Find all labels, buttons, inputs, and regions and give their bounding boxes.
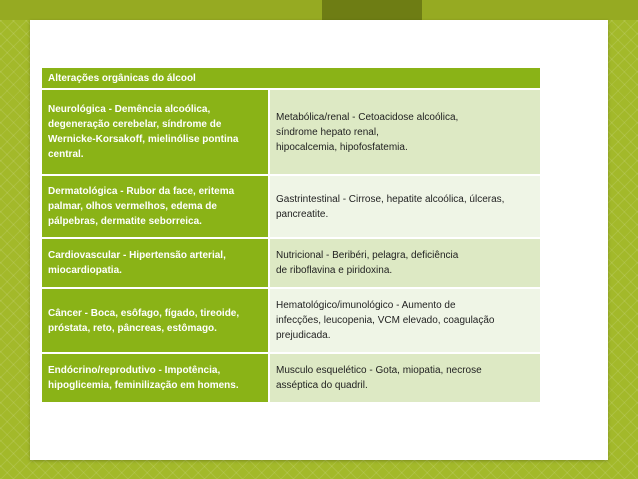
cell-line: Metabólica/renal - Cetoacidose alcoólica, bbox=[276, 111, 459, 123]
category-cell bbox=[42, 354, 270, 404]
cell-line: Endócrino/reprodutivo - Impotência, bbox=[48, 365, 221, 376]
category-cell bbox=[270, 289, 540, 354]
category-cell bbox=[270, 354, 540, 404]
top-accent-block bbox=[322, 0, 422, 20]
cell-line: infecções, leucopenia, VCM elevado, coagulação bbox=[276, 315, 495, 326]
category-cell bbox=[42, 239, 270, 289]
table-row bbox=[42, 289, 540, 354]
cell-line: Gastrintestinal - Cirrose, hepatite alcoólica, úlceras, bbox=[276, 193, 505, 205]
cell-line: miocardiopatia. bbox=[48, 265, 122, 276]
cell-line: palmar, olhos vermelhos, edema de bbox=[48, 201, 217, 212]
category-cell bbox=[42, 176, 270, 239]
table-row bbox=[42, 90, 540, 176]
table-header-row bbox=[42, 68, 540, 90]
cell-line: Cardiovascular - Hipertensão arterial, bbox=[48, 250, 226, 261]
cell-line: Hematológico/imunológico - Aumento de bbox=[276, 300, 456, 311]
cell-line: Câncer - Boca, esôfago, fígado, tireoide, bbox=[48, 307, 240, 319]
cell-line: hipoglicemia, feminilização em homens. bbox=[48, 380, 239, 391]
table-row bbox=[42, 239, 540, 289]
cell-line: próstata, reto, pâncreas, estômago. bbox=[48, 322, 217, 334]
category-cell bbox=[42, 289, 270, 354]
cell-line: hipocalcemia, hipofosfatemia. bbox=[276, 141, 408, 153]
table-row bbox=[42, 176, 540, 239]
cell-line: central. bbox=[48, 149, 84, 160]
table-title: Alterações orgânicas do álcool bbox=[42, 68, 540, 90]
category-cell bbox=[270, 239, 540, 289]
cell-line: pancreatite. bbox=[276, 208, 329, 220]
cell-line: Dermatológica - Rubor da face, eritema bbox=[48, 186, 235, 197]
cell-line: Nutricional - Beribéri, pelagra, deficiência bbox=[276, 250, 459, 261]
cell-line: degeneração cerebelar, síndrome de bbox=[48, 119, 222, 130]
cell-line: Musculo esquelético - Gota, miopatia, necrose bbox=[276, 365, 482, 376]
cell-line: prejudicada. bbox=[276, 330, 331, 341]
category-cell bbox=[42, 90, 270, 176]
category-cell bbox=[270, 90, 540, 176]
category-cell bbox=[270, 176, 540, 239]
alcohol-effects-table bbox=[42, 68, 540, 404]
cell-line: asséptica do quadril. bbox=[276, 380, 368, 391]
cell-line: Wernicke-Korsakoff, mielinólise pontina bbox=[48, 134, 239, 145]
cell-line: síndrome hepato renal, bbox=[276, 126, 379, 138]
cell-line: Neurológica - Demência alcoólica, bbox=[48, 104, 211, 115]
top-band bbox=[0, 0, 638, 20]
cell-line: de riboflavina e piridoxina. bbox=[276, 265, 393, 276]
cell-line: pálpebras, dermatite seborreica. bbox=[48, 216, 202, 227]
table-row bbox=[42, 354, 540, 404]
